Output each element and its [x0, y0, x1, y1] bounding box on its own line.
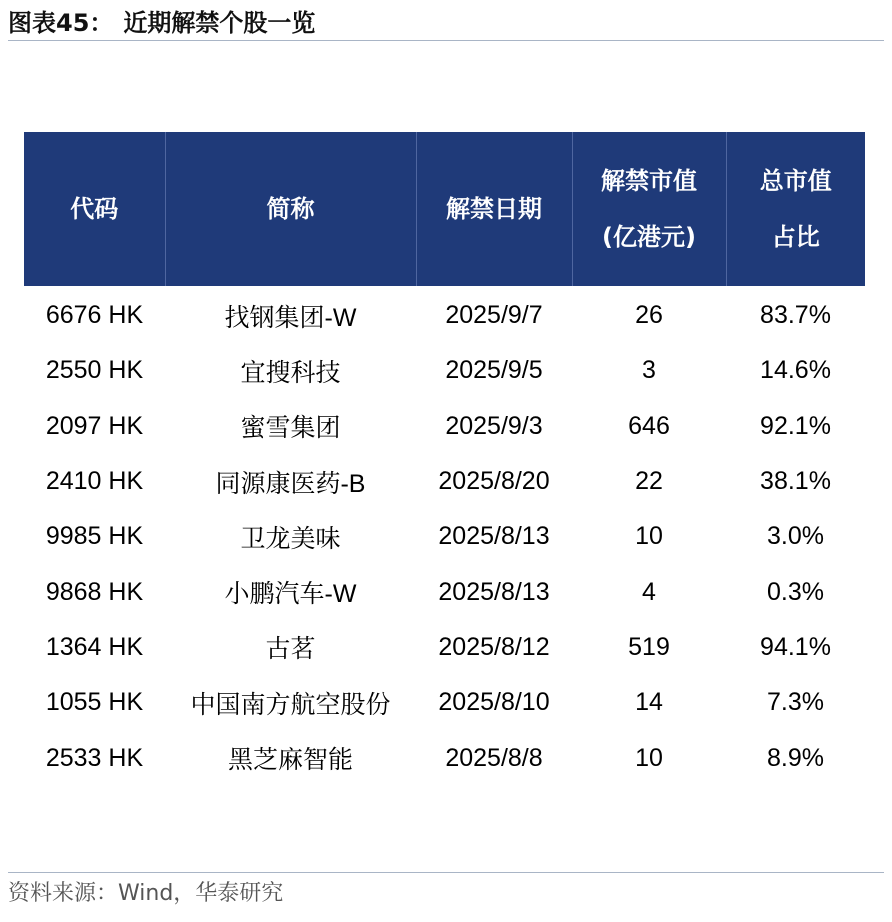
table-row — [24, 286, 865, 343]
cell-market-cap-share: 3.0% — [767, 522, 824, 551]
cell-code: 1364 HK — [45, 632, 144, 661]
cell-unlock-date: 2025/8/13 — [438, 577, 550, 606]
cell-unlock-value: 14 — [635, 688, 663, 717]
table-row — [24, 399, 865, 454]
table-row — [24, 509, 865, 564]
header-name: 简称 — [165, 132, 416, 286]
figure-title: 近期解禁个股一览 — [123, 9, 316, 37]
cell-name: 卫龙美味 — [240, 524, 341, 553]
source-divider — [8, 872, 884, 873]
cell-code: 2533 HK — [45, 743, 144, 772]
cell-unlock-value: 3 — [642, 356, 656, 385]
cell-unlock-value: 519 — [628, 632, 670, 661]
cell-unlock-date: 2025/9/3 — [445, 411, 543, 440]
cell-unlock-date: 2025/8/8 — [445, 743, 543, 772]
source-note: 资料来源：Wind，华泰研究 — [8, 881, 284, 906]
cell-market-cap-share: 0.3% — [767, 577, 824, 606]
cell-code: 1055 HK — [45, 688, 144, 717]
header-code: 代码 — [24, 132, 165, 286]
table-row — [24, 454, 865, 509]
header-unlock-date: 解禁日期 — [416, 132, 572, 286]
cell-market-cap-share: 83.7% — [760, 301, 831, 330]
cell-unlock-date: 2025/8/20 — [438, 467, 550, 496]
cell-unlock-value: 10 — [635, 743, 663, 772]
table-row — [24, 730, 865, 785]
cell-unlock-value: 4 — [642, 577, 656, 606]
lockup-expiry-table — [24, 132, 865, 786]
cell-code: 9985 HK — [45, 522, 144, 551]
table-row — [24, 620, 865, 675]
cell-name: 小鹏汽车-W — [224, 580, 357, 609]
header-unlock-value: 解禁市值 (亿港元) — [572, 132, 726, 286]
cell-market-cap-share: 7.3% — [767, 688, 824, 717]
cell-code: 2550 HK — [45, 356, 144, 385]
cell-name: 古茗 — [265, 635, 316, 664]
cell-name: 找钢集团-W — [224, 303, 357, 332]
cell-unlock-date: 2025/9/5 — [445, 356, 543, 385]
cell-unlock-date: 2025/8/12 — [438, 632, 550, 661]
cell-market-cap-share: 8.9% — [767, 743, 824, 772]
cell-name: 同源康医药-B — [215, 469, 366, 498]
header-market-cap-share: 总市值 占比 — [726, 132, 865, 286]
cell-name: 蜜雪集团 — [240, 414, 341, 443]
cell-market-cap-share: 94.1% — [760, 632, 831, 661]
cell-code: 2410 HK — [45, 467, 144, 496]
cell-code: 6676 HK — [45, 301, 144, 330]
table-row — [24, 343, 865, 398]
cell-unlock-date: 2025/8/10 — [438, 688, 550, 717]
cell-unlock-date: 2025/9/7 — [445, 301, 543, 330]
cell-unlock-value: 646 — [628, 411, 670, 440]
table-header-row — [24, 132, 865, 286]
cell-code: 2097 HK — [45, 411, 144, 440]
cell-market-cap-share: 14.6% — [760, 356, 831, 385]
cell-name: 中国南方航空股份 — [190, 690, 391, 719]
cell-unlock-value: 22 — [635, 467, 663, 496]
cell-name: 黑芝麻智能 — [227, 746, 353, 775]
figure-number: 图表45： — [8, 9, 114, 37]
cell-unlock-value: 26 — [635, 301, 663, 330]
cell-unlock-date: 2025/8/13 — [438, 522, 550, 551]
table-row — [24, 564, 865, 619]
cell-unlock-value: 10 — [635, 522, 663, 551]
page-title — [8, 6, 884, 41]
cell-name: 宜搜科技 — [240, 358, 341, 387]
cell-code: 9868 HK — [45, 577, 144, 606]
table-row — [24, 675, 865, 730]
cell-market-cap-share: 38.1% — [760, 467, 831, 496]
cell-market-cap-share: 92.1% — [760, 411, 831, 440]
